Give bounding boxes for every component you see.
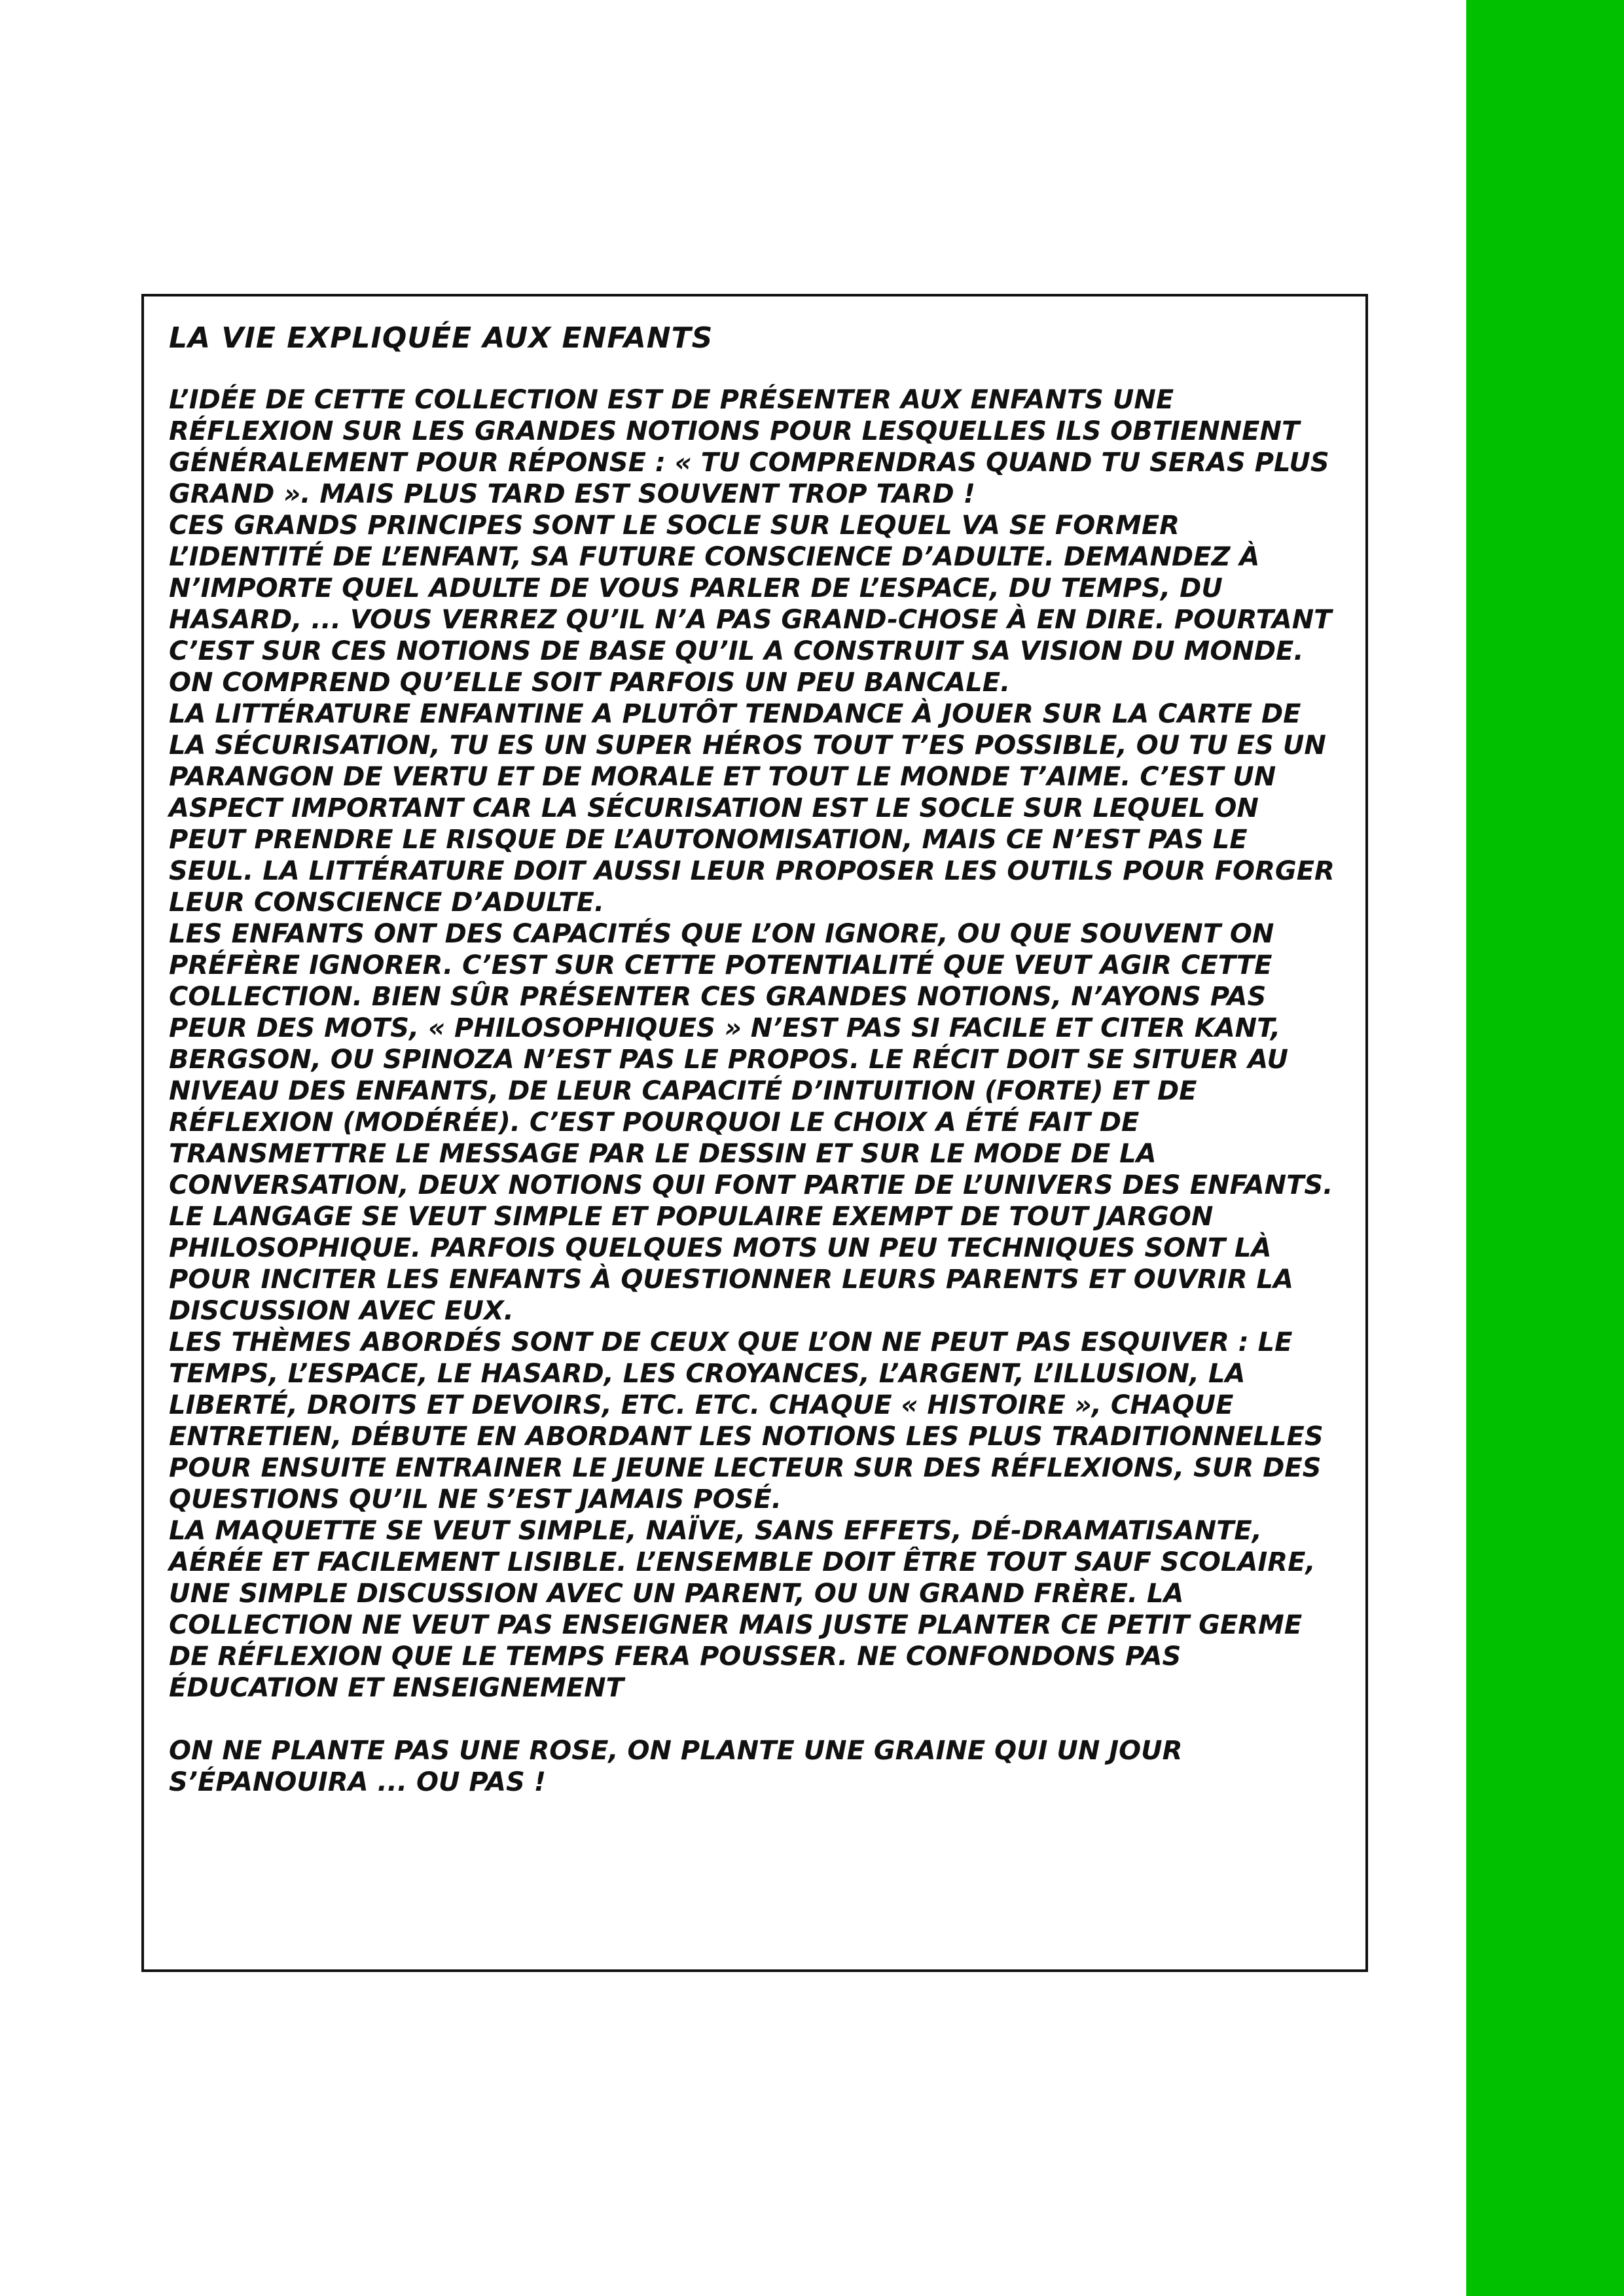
paragraph-literature: LA LITTÉRATURE ENFANTINE A PLUTÔT TENDANCE À JOUER SUR LA CARTE DE LA SÉCURISATION, TU ES UN SUPER HÉROS TOUT T’ES POSSIBLE, OU TU ES UN PARANGON DE VERTU ET DE MORALE ET TOUT LE MONDE T’AIME. C’EST UN ASPECT IMPORTANT CAR LA SÉCURISATION EST LE SOCLE SUR LEQUEL ON PEUT PRENDRE LE RISQUE DE L’AUTONOMISATION, MAIS CE N’EST PAS LE SEUL. LA LITTÉRATURE DOIT AUSSI LEUR PROPOSER LES OUTILS POUR FORGER LEUR CONSCIENCE D’ADULTE.: [169, 699, 1335, 918]
paragraph-layout: LA MAQUETTE SE VEUT SIMPLE, NAÏVE, SANS EFFETS, DÉ-DRAMATISANTE, AÉRÉE ET FACILEMENT LISIBLE. L’ENSEMBLE DOIT ÊTRE TOUT SAUF SCOLAIRE, UNE SIMPLE DISCUSSION AVEC UN PARENT, OU UN GRAND FRÈRE. LA COLLECTION NE VEUT PAS ENSEIGNER MAIS JUSTE PLANTER CE PETIT GERME DE RÉFLEXION QUE LE TEMPS FERA POUSSER. NE CONFONDONS PAS ÉDUCATION ET ENSEIGNEMENT: [169, 1516, 1316, 1703]
paragraph-principles: CES GRANDS PRINCIPES SONT LE SOCLE SUR LEQUEL VA SE FORMER L’IDENTITÉ DE L’ENFANT, SA FUTURE CONSCIENCE D’ADULTE. DEMANDEZ À N’IMPORTE QUEL ADULTE DE VOUS PARLER DE L’ESPACE, DU TEMPS, DU HASARD, ... VOUS VERREZ QU’IL N’A PAS GRAND-CHOSE À EN DIRE. POURTANT C’EST SUR CES NOTIONS DE BASE QU’IL A CONSTRUIT SA VISION DU MONDE. ON COMPREND QU’ELLE SOIT PARFOIS UN PEU BANCALE.: [169, 511, 1332, 698]
document-title: LA VIE EXPLIQUÉE AUX ENFANTS: [169, 321, 713, 355]
paragraph-intro: L’IDÉE DE CETTE COLLECTION EST DE PRÉSENTER AUX ENFANTS UNE RÉFLEXION SUR LES GRANDES NOTIONS POUR LESQUELLES ILS OBTIENNENT GÉNÉRALEMENT POUR RÉPONSE : « TU COMPRENDRAS QUAND TU SERAS PLUS GRAND ». MAIS PLUS TARD EST SOUVENT TROP TARD !: [169, 385, 1329, 509]
paragraph-spacer: [169, 1704, 1339, 1735]
paragraph-themes: LES THÈMES ABORDÉS SONT DE CEUX QUE L’ON NE PEUT PAS ESQUIVER : LE TEMPS, L’ESPACE, LE HASARD, LES CROYANCES, L’ARGENT, L’ILLUSION, LA LIBERTÉ, DROITS ET DEVOIRS, ETC. ETC. CHAQUE « HISTOIRE », CHAQUE ENTRETIEN, DÉBUTE EN ABORDANT LES NOTIONS LES PLUS TRADITIONNELLES POUR ENSUITE ENTRAINER LE JEUNE LECTEUR SUR DES RÉFLEXIONS, SUR DES QUESTIONS QU’IL NE S’EST JAMAIS POSÉ.: [169, 1327, 1324, 1515]
green-side-band: [1466, 0, 1624, 2296]
paragraph-capacities: LES ENFANTS ONT DES CAPACITÉS QUE L’ON IGNORE, OU QUE SOUVENT ON PRÉFÈRE IGNORER. C’EST SUR CETTE POTENTIALITÉ QUE VEUT AGIR CETTE COLLECTION. BIEN SÛR PRÉSENTER CES GRANDES NOTIONS, N’AYONS PAS PEUR DES MOTS, « PHILOSOPHIQUES » N’EST PAS SI FACILE ET CITER KANT, BERGSON, OU SPINOZA N’EST PAS LE PROPOS. LE RÉCIT DOIT SE SITUER AU NIVEAU DES ENFANTS, DE LEUR CAPACITÉ D’INTUITION (FORTE) ET DE RÉFLEXION (MODÉRÉE). C’EST POURQUOI LE CHOIX A ÉTÉ FAIT DE TRANSMETTRE LE MESSAGE PAR LE DESSIN ET SUR LE MODE DE LA CONVERSATION, DEUX NOTIONS QUI FONT PARTIE DE L’UNIVERS DES ENFANTS. LE LANGAGE SE VEUT SIMPLE ET POPULAIRE EXEMPT DE TOUT JARGON PHILOSOPHIQUE. PARFOIS QUELQUES MOTS UN PEU TECHNIQUES SONT LÀ POUR INCITER LES ENFANTS À QUESTIONNER LEURS PARENTS ET OUVRIR LA DISCUSSION AVEC EUX.: [169, 919, 1333, 1326]
closing-paragraph: ON NE PLANTE PAS UNE ROSE, ON PLANTE UNE GRAINE QUI UN JOUR S’ÉPANOUIRA ... OU PAS !: [169, 1736, 1183, 1797]
text-frame: [141, 294, 1368, 1972]
